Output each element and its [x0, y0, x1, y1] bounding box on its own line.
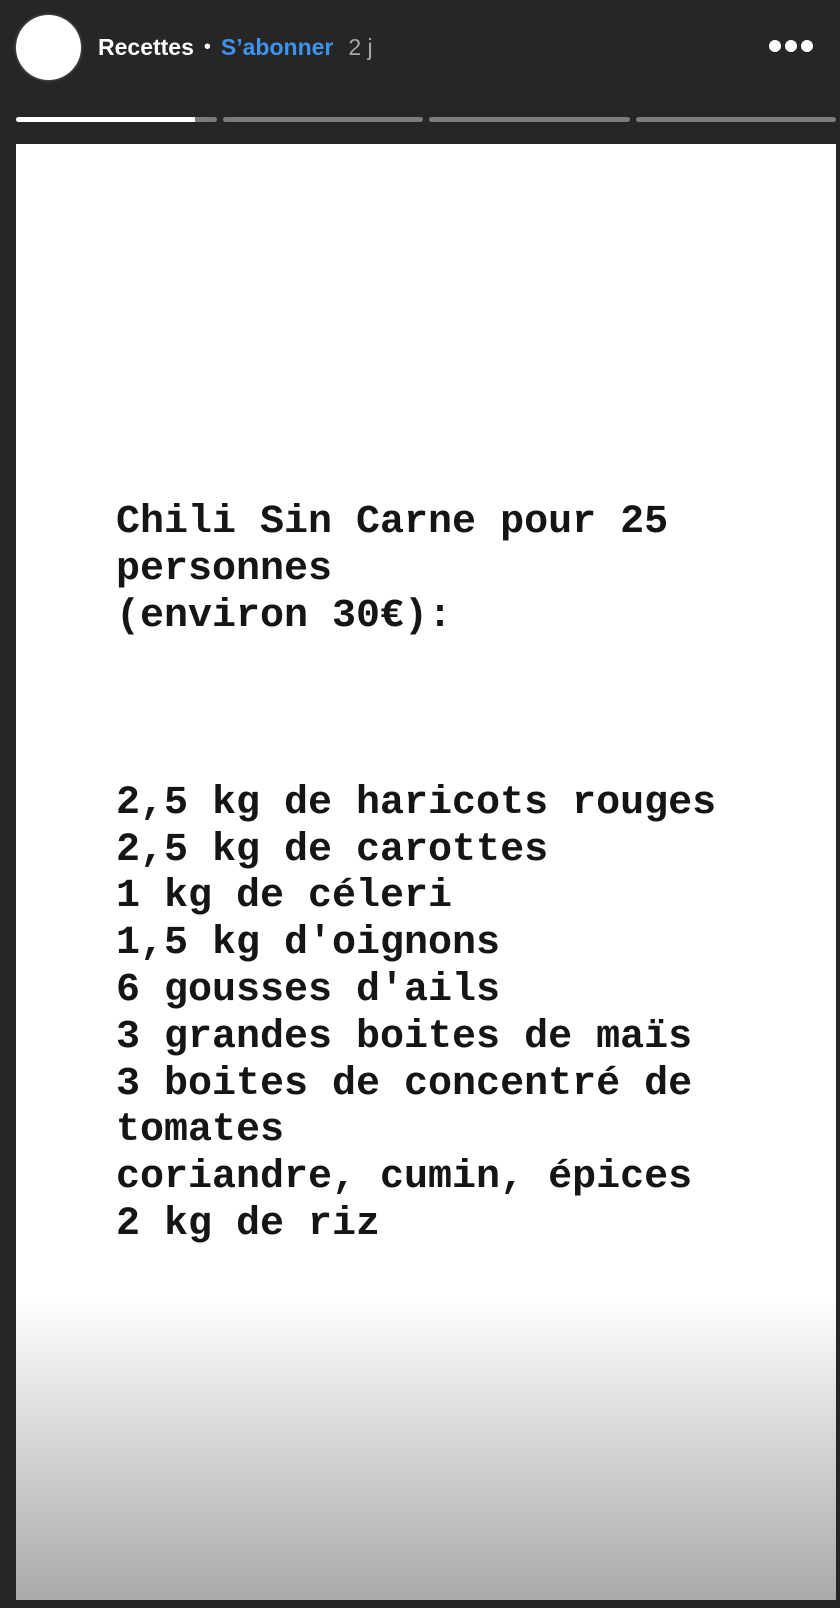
timestamp: 2 j — [348, 34, 373, 60]
progress-segment-active — [16, 117, 217, 122]
more-options-icon[interactable] — [769, 40, 813, 52]
progress-segment — [223, 117, 424, 122]
recipe-line: 2,5 kg de carottes — [116, 827, 549, 873]
recipe-line: (environ 30€): — [116, 593, 453, 639]
recipe-line — [116, 734, 796, 781]
story-progress-bar — [16, 117, 836, 122]
recipe-line: Chili Sin Carne pour 25 — [116, 500, 669, 545]
progress-fill — [16, 117, 195, 122]
follow-button[interactable]: S’abonner — [220, 34, 334, 60]
ellipsis-dot — [801, 40, 813, 52]
recipe-line: 1,5 kg d'oignons — [116, 921, 501, 967]
recipe-line: 2,5 kg de haricots rouges — [116, 780, 717, 826]
user-row — [98, 0, 373, 95]
recipe-line: 6 gousses d'ails — [116, 967, 501, 1013]
story-card[interactable] — [16, 144, 836, 1600]
recipe-line: 3 grandes boites de maïs — [116, 1014, 693, 1060]
recipe-line: personnes — [116, 546, 333, 592]
avatar[interactable] — [16, 15, 81, 80]
ellipsis-dot — [769, 40, 781, 52]
recipe-line: 2 kg de riz — [116, 1201, 381, 1247]
recipe-line: tomates — [116, 1108, 285, 1154]
recipe-line: 3 boites de concentré de — [116, 1061, 693, 1107]
recipe-line: 1 kg de céleri — [116, 874, 453, 920]
recipe-text — [116, 500, 796, 1249]
ellipsis-dot — [785, 40, 797, 52]
separator-dot: • — [203, 36, 211, 58]
username[interactable]: Recettes — [98, 34, 194, 60]
recipe-line — [116, 687, 796, 734]
recipe-line: coriandre, cumin, épices — [116, 1155, 693, 1201]
progress-segment — [429, 117, 630, 122]
progress-segment — [636, 117, 837, 122]
recipe-line — [116, 640, 796, 687]
